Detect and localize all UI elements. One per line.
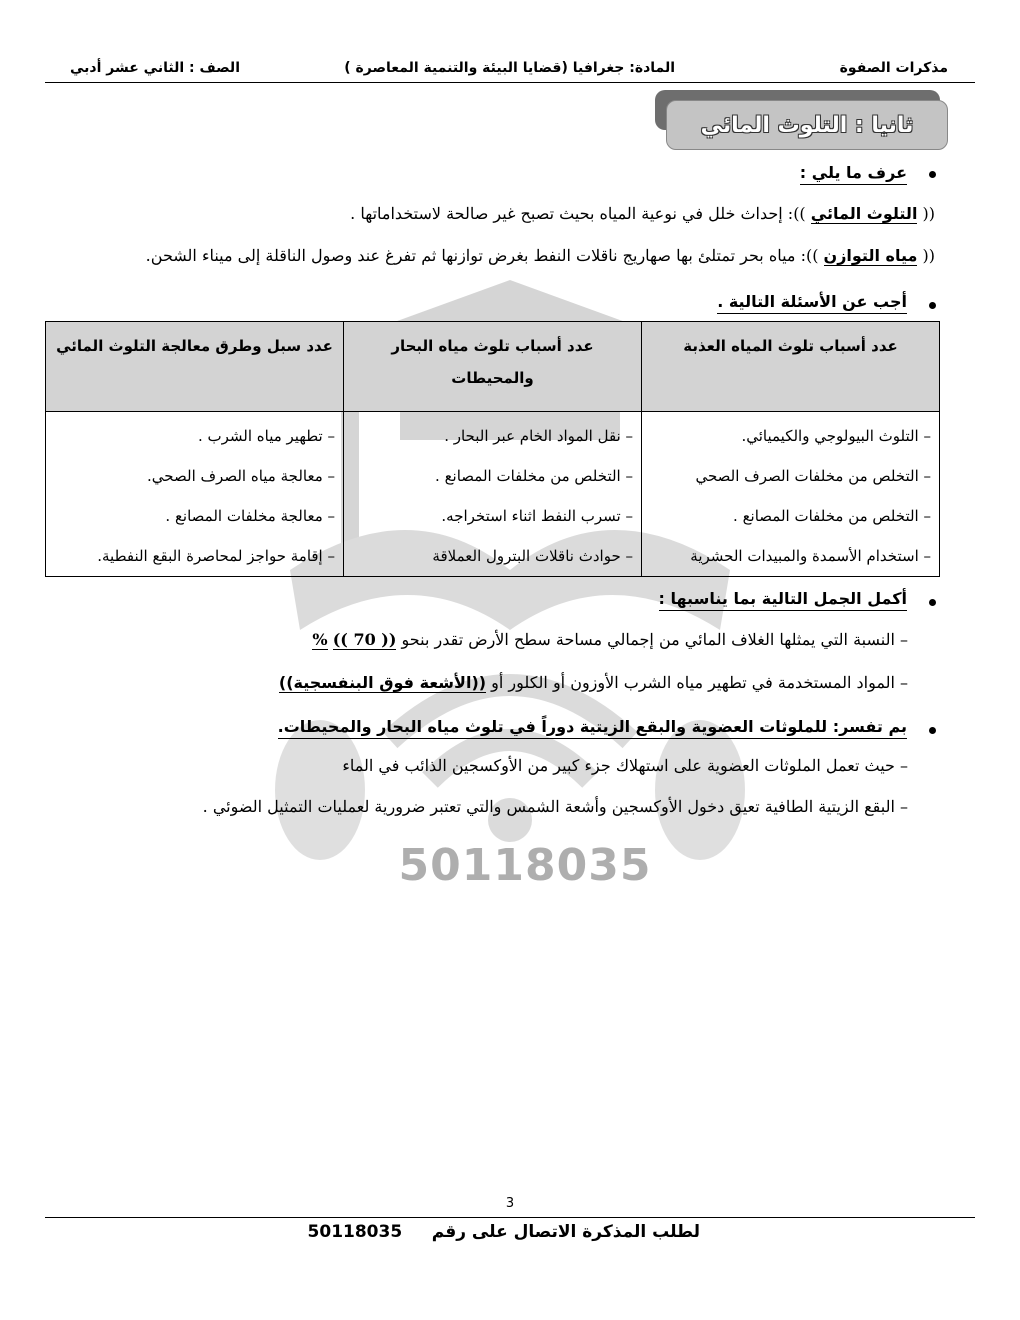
header-series: مذكرات الصفوة — [839, 60, 948, 76]
close-quote: )) — [805, 246, 819, 265]
header-grade: الصف : الثاني عشر أدبي — [70, 60, 240, 76]
define-heading: عرف ما يلي : — [800, 163, 907, 185]
complete-item-2 — [279, 673, 908, 692]
table-cell: – إقامة حواجز لمحاصرة البقع النفطية. — [46, 536, 344, 577]
bullet-icon — [929, 302, 936, 309]
answer-heading: أجب عن الأسئلة التالية . — [717, 292, 907, 314]
table-header-row — [46, 322, 940, 412]
open-quote: (( — [922, 204, 935, 223]
explain-heading: بم تفسر: للملوثات العضوية والبقع الزيتية دوراً في تلوث مياه البحار والمحيطات. — [278, 717, 907, 739]
section-title-box — [666, 100, 948, 150]
complete-item-1 — [312, 630, 908, 649]
complete-heading: أكمل الجمل التالية بما يناسبها : — [659, 589, 907, 611]
table-cell: – نقل المواد الخام عبر البحار . — [344, 412, 642, 457]
header-subject: المادة: جغرافيا (قضايا البيئة والتنمية المعاصرة ) — [344, 60, 675, 76]
table-row — [46, 412, 940, 457]
explain-item-1: – حيث تعمل الملوثات العضوية على استهلاك جزء كبير من الأوكسجين الذائب في الماء — [342, 756, 908, 775]
define-text-1: : إحداث خلل في نوعية المياه بحيث تصبح غير صالحة لاستخداماتها . — [350, 204, 794, 223]
table-header-cell: عدد سبل وطرق معالجة التلوث المائي — [46, 322, 344, 412]
define-item-1 — [350, 204, 935, 223]
table-cell: – التخلص من مخلفات المصانع . — [344, 456, 642, 496]
table-cell: – تطهير مياه الشرب . — [46, 412, 344, 457]
questions-table — [45, 321, 940, 577]
table-header-cell: عدد أسباب تلوث مياه البحار والمحيطات — [344, 322, 642, 412]
table-cell: – استخدام الأسمدة والمبيدات الحشرية — [642, 536, 940, 577]
page-number: 3 — [505, 1196, 515, 1211]
footer-divider — [45, 1217, 975, 1218]
watermark-phone: 50118035 — [398, 840, 652, 891]
table-cell: – التخلص من مخلفات الصرف الصحي — [642, 456, 940, 496]
table-cell: – حوادث ناقلات البترول العملاقة — [344, 536, 642, 577]
define-term-1: التلوث المائي — [810, 204, 918, 223]
table-row — [46, 496, 940, 536]
section-title: ثانيا : التلوث المائي — [700, 112, 914, 138]
table-cell: – معالجة مخلفات المصانع . — [46, 496, 344, 536]
complete-text-1: – النسبة التي يمثلها الغلاف المائي من إجمالي مساحة سطح الأرض تقدر بنحو — [401, 630, 908, 649]
complete-text-2: – المواد المستخدمة في تطهير مياه الشرب الأوزون أو الكلور أو — [491, 673, 908, 692]
bullet-icon — [929, 727, 936, 734]
table-header-cell: عدد أسباب تلوث المياه العذبة — [642, 322, 940, 412]
table-cell: – التلوث البيولوجي والكيميائي. — [642, 412, 940, 457]
table-cell: – معالجة مياه الصرف الصحي. — [46, 456, 344, 496]
complete-answer-1-unit: % — [312, 630, 328, 649]
table-row — [46, 456, 940, 496]
footer-contact-text: لطلب المذكرة الاتصال على رقم — [431, 1222, 700, 1242]
complete-answer-1: (( 70 )) — [332, 630, 397, 649]
define-term-2: مياه التوازن — [823, 246, 918, 265]
complete-answer-2: ((الأشعة فوق البنفسجية)) — [278, 673, 487, 692]
footer-contact — [307, 1222, 700, 1242]
close-quote: )) — [793, 204, 806, 223]
header-divider — [45, 82, 975, 83]
footer-phone: 50118035 — [307, 1222, 403, 1242]
define-text-2: : مياه بحر تمتلئ بها صهاريج ناقلات النفط بغرض توازنها ثم تفرغ عند وصول الناقلة إلى ميناء الشحن. — [145, 246, 806, 265]
define-item-2 — [146, 246, 935, 265]
explain-item-2: – البقع الزيتية الطافية تعيق دخول الأوكسجين وأشعة الشمس والتي تعتبر ضرورية لعمليات التمثيل الضوئي . — [202, 797, 908, 816]
table-row — [46, 536, 940, 577]
bullet-icon — [929, 171, 936, 178]
open-quote: (( — [922, 246, 935, 265]
table-cell: – التخلص من مخلفات المصانع . — [642, 496, 940, 536]
table-cell: – تسرب النفط اثناء استخراجه. — [344, 496, 642, 536]
bullet-icon — [929, 599, 936, 606]
